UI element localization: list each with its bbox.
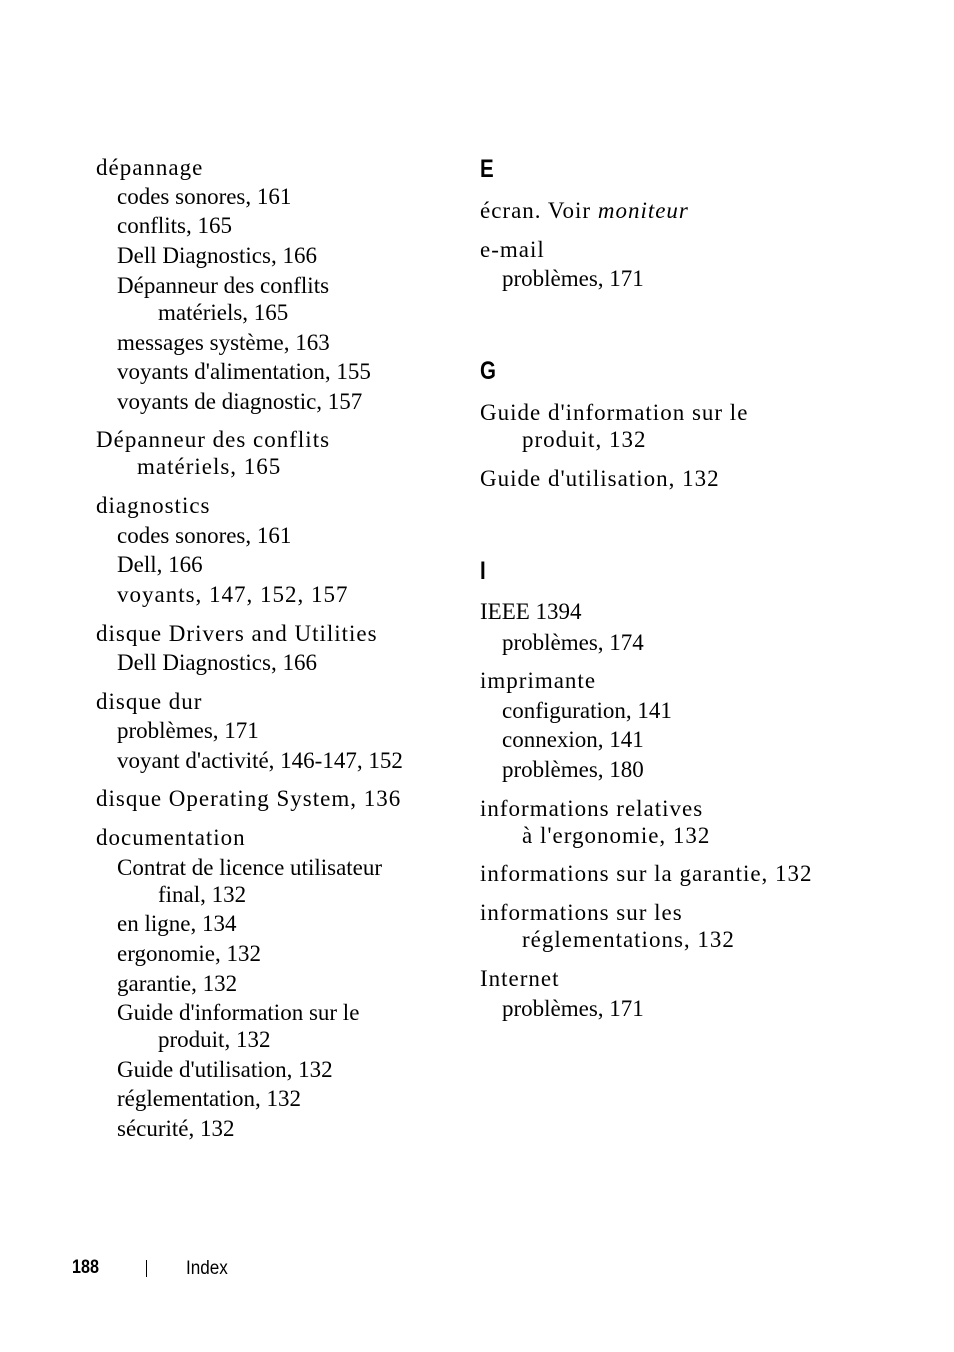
subentry: connexion, 141 [502, 727, 644, 752]
subentry: conflits, 165 [117, 213, 232, 238]
entry-informations-garantie: informations sur la garantie, 132 [480, 861, 813, 886]
subentry: problèmes, 171 [502, 996, 644, 1021]
subentry: sécurité, 132 [117, 1116, 235, 1141]
entry-ieee-1394: IEEE 1394 [480, 599, 582, 624]
entry-documentation: documentation [96, 825, 246, 850]
entry-email: e-mail [480, 237, 545, 262]
footer-section-label: Index [186, 1258, 228, 1279]
subentry: messages système, 163 [117, 330, 330, 355]
subentry: voyants, 147, 152, 157 [117, 582, 349, 607]
section-heading-i: I [480, 557, 486, 585]
subentry: problèmes, 180 [502, 757, 644, 782]
entry-ecran-text: écran. Voir [480, 198, 598, 223]
subentry: Contrat de licence utilisateur [117, 855, 383, 880]
footer-divider [146, 1260, 147, 1277]
entry-drivers-utilities: disque Drivers and Utilities [96, 621, 378, 646]
entry-imprimante: imprimante [480, 668, 597, 693]
entry-continuation: matériels, 165 [137, 454, 282, 479]
subentry: codes sonores, 161 [117, 523, 292, 548]
entry-depanneur: Dépanneur des conflits [96, 427, 331, 452]
subentry-continuation: produit, 132 [158, 1027, 271, 1052]
subentry: voyants de diagnostic, 157 [117, 389, 363, 414]
subentry: voyant d'activité, 146-147, 152 [117, 748, 403, 773]
entry-continuation: à l'ergonomie, 132 [522, 823, 711, 848]
entry-guide-information: Guide d'information sur le [480, 400, 749, 425]
subentry: codes sonores, 161 [117, 184, 292, 209]
subentry: configuration, 141 [502, 698, 672, 723]
subentry: ergonomie, 132 [117, 941, 261, 966]
subentry: Dell, 166 [117, 552, 203, 577]
subentry: Guide d'information sur le [117, 1000, 360, 1025]
subentry-continuation: final, 132 [158, 882, 247, 907]
entry-disque-dur: disque dur [96, 689, 203, 714]
subentry: problèmes, 171 [502, 266, 644, 291]
subentry: voyants d'alimentation, 155 [117, 359, 371, 384]
entry-continuation: réglementations, 132 [522, 927, 735, 952]
subentry: problèmes, 171 [117, 718, 259, 743]
subentry: Dell Diagnostics, 166 [117, 243, 317, 268]
entry-diagnostics: diagnostics [96, 493, 211, 518]
cross-reference: moniteur [597, 198, 689, 223]
subentry-continuation: matériels, 165 [158, 300, 289, 325]
entry-internet: Internet [480, 966, 560, 991]
subentry: Guide d'utilisation, 132 [117, 1057, 333, 1082]
entry-depannage: dépannage [96, 155, 204, 180]
entry-guide-utilisation: Guide d'utilisation, 132 [480, 466, 720, 491]
section-heading-e: E [480, 155, 494, 183]
entry-operating-system: disque Operating System, 136 [96, 786, 402, 811]
entry-informations-relatives: informations relatives [480, 796, 704, 821]
subentry: réglementation, 132 [117, 1086, 301, 1111]
subentry: garantie, 132 [117, 971, 238, 996]
entry-continuation: produit, 132 [522, 427, 647, 452]
subentry: en ligne, 134 [117, 911, 237, 936]
section-heading-g: G [480, 357, 496, 385]
subentry: Dell Diagnostics, 166 [117, 650, 317, 675]
page-number: 188 [72, 1257, 99, 1278]
entry-informations-reglementations: informations sur les [480, 900, 683, 925]
subentry: Dépanneur des conflits [117, 273, 330, 298]
subentry: problèmes, 174 [502, 630, 644, 655]
entry-ecran [480, 197, 689, 225]
